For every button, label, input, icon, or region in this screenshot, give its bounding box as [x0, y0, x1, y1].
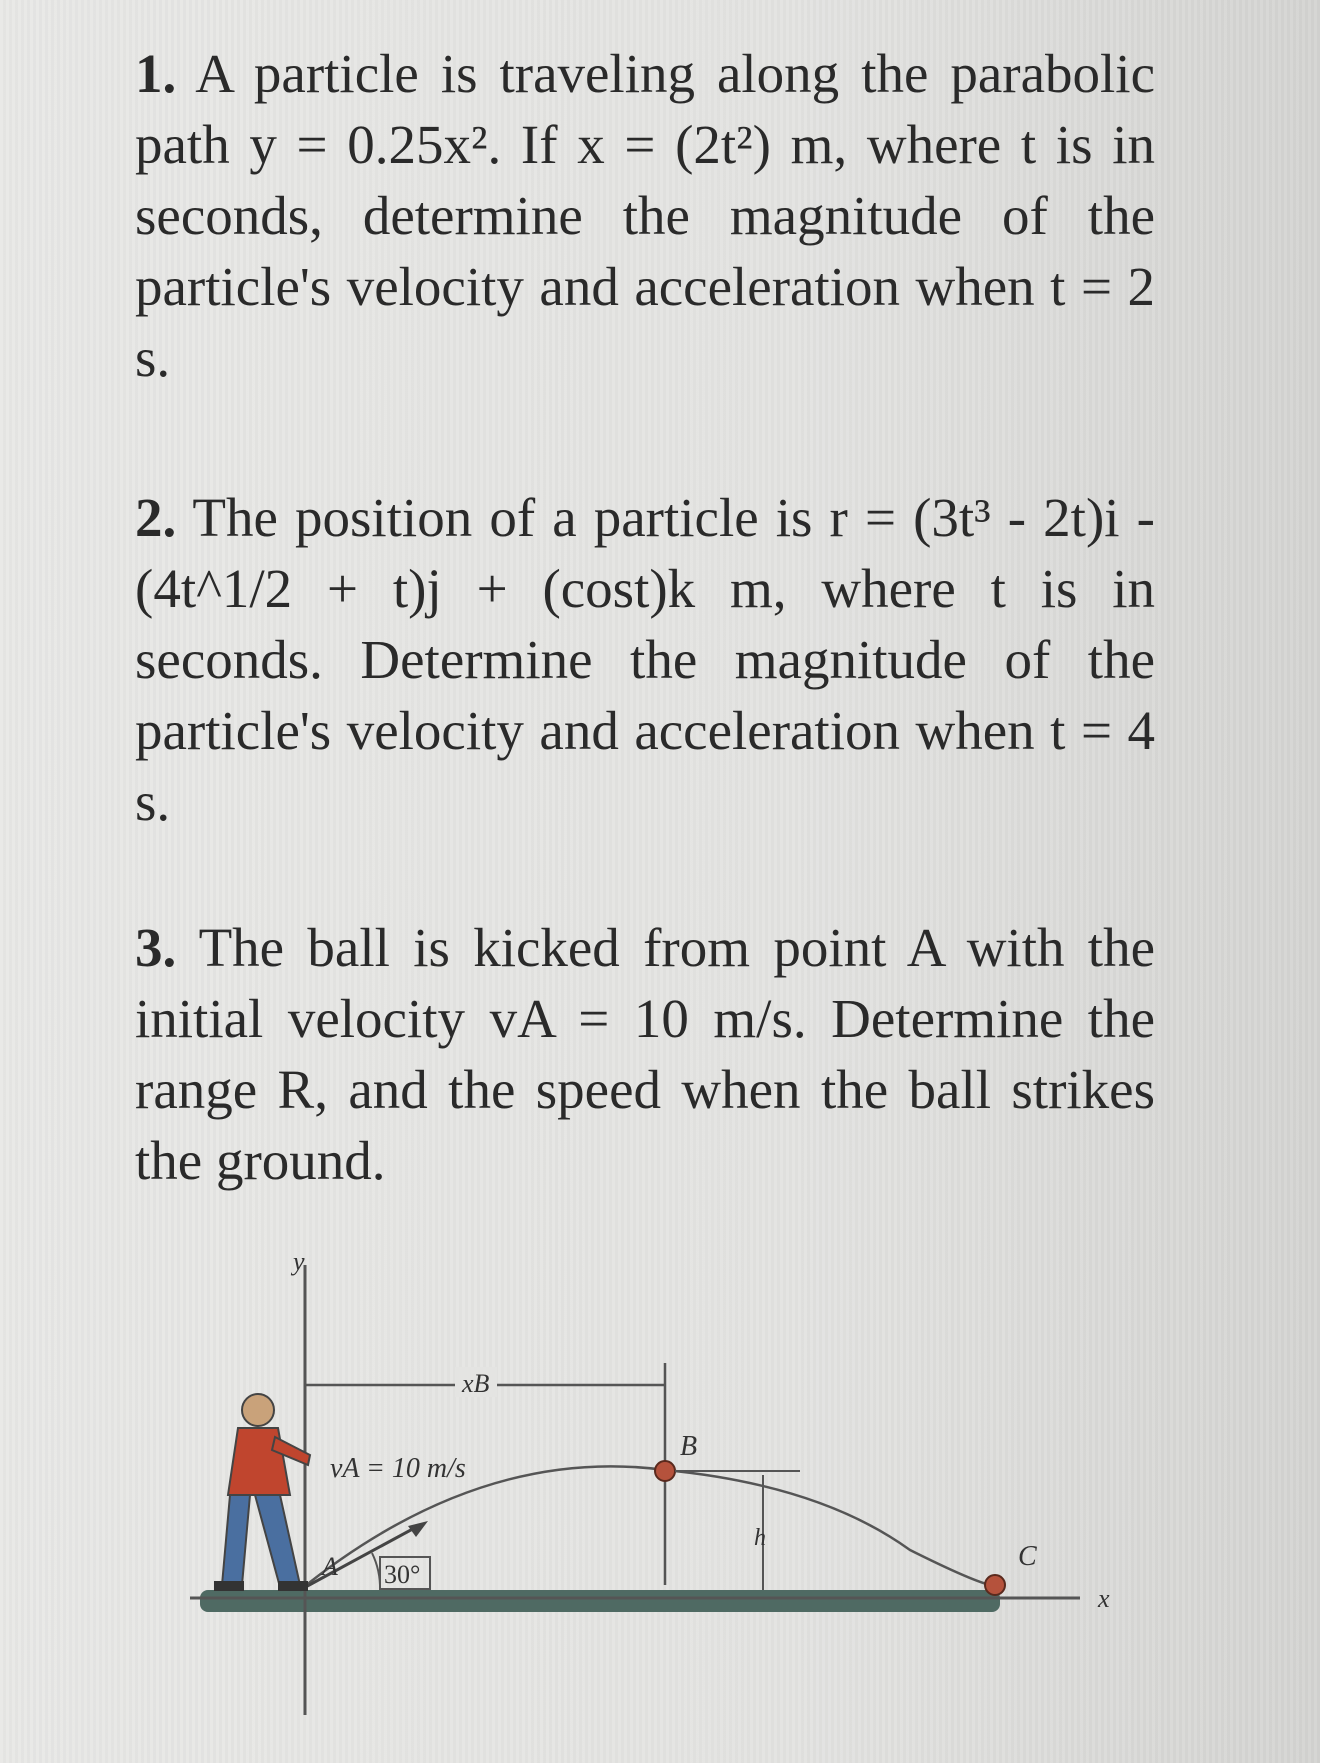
velocity-arrowhead — [408, 1521, 428, 1537]
problem-1-text: A particle is traveling along the parabolic path y = 0.25x². If x = (2t²) m, where t is in seconds, determine the magnitude of the particle's velocity and acceleration when t = 2 s. — [135, 43, 1156, 388]
x-axis-label: x — [1098, 1584, 1110, 1613]
problem-2 — [135, 482, 1155, 837]
ground — [200, 1590, 1000, 1612]
kicker-shirt — [228, 1428, 290, 1495]
kicker-shoe-back — [214, 1581, 244, 1591]
problem-2-number: 2. — [135, 487, 177, 548]
ball-at-b — [655, 1461, 675, 1481]
problem-3-number: 3. — [135, 917, 177, 978]
point-a-label: A — [322, 1552, 338, 1581]
kicker-leg-front — [255, 1495, 300, 1587]
projectile-figure — [180, 1245, 1140, 1735]
xb-label: xB — [462, 1369, 490, 1398]
angle-arc — [372, 1553, 380, 1590]
point-c-label: C — [1018, 1541, 1037, 1572]
problem-1 — [135, 38, 1155, 393]
problem-2-paragraph — [135, 482, 1155, 837]
ball-at-c — [985, 1575, 1005, 1595]
problem-3-paragraph — [135, 912, 1155, 1196]
kicker-person — [214, 1394, 310, 1591]
kicker-head — [242, 1394, 274, 1426]
height-label: h — [754, 1525, 766, 1551]
problem-1-paragraph — [135, 38, 1155, 393]
problem-3 — [135, 912, 1155, 1196]
point-b-label: B — [680, 1431, 698, 1462]
problem-2-text: The position of a particle is r = (3t³ - 2t)i - (4t^1/2 + t)j + (cost)k m, where t is in seconds. Determine the magnitude of the particle's velocity and acceleration when t = 4 s. — [135, 487, 1155, 832]
angle-label: 30° — [384, 1560, 421, 1589]
projectile-diagram — [180, 1245, 1140, 1735]
problem-1-number: 1. — [135, 43, 177, 104]
problem-3-text: The ball is kicked from point A with the initial velocity vA = 10 m/s. Determine the range R, and the speed when the ball strikes the ground. — [135, 917, 1155, 1191]
kicker-leg-back — [222, 1495, 250, 1585]
kicker-shoe-front — [278, 1581, 308, 1591]
velocity-label: vA = 10 m/s — [330, 1453, 466, 1484]
y-axis-label: y — [293, 1247, 305, 1276]
